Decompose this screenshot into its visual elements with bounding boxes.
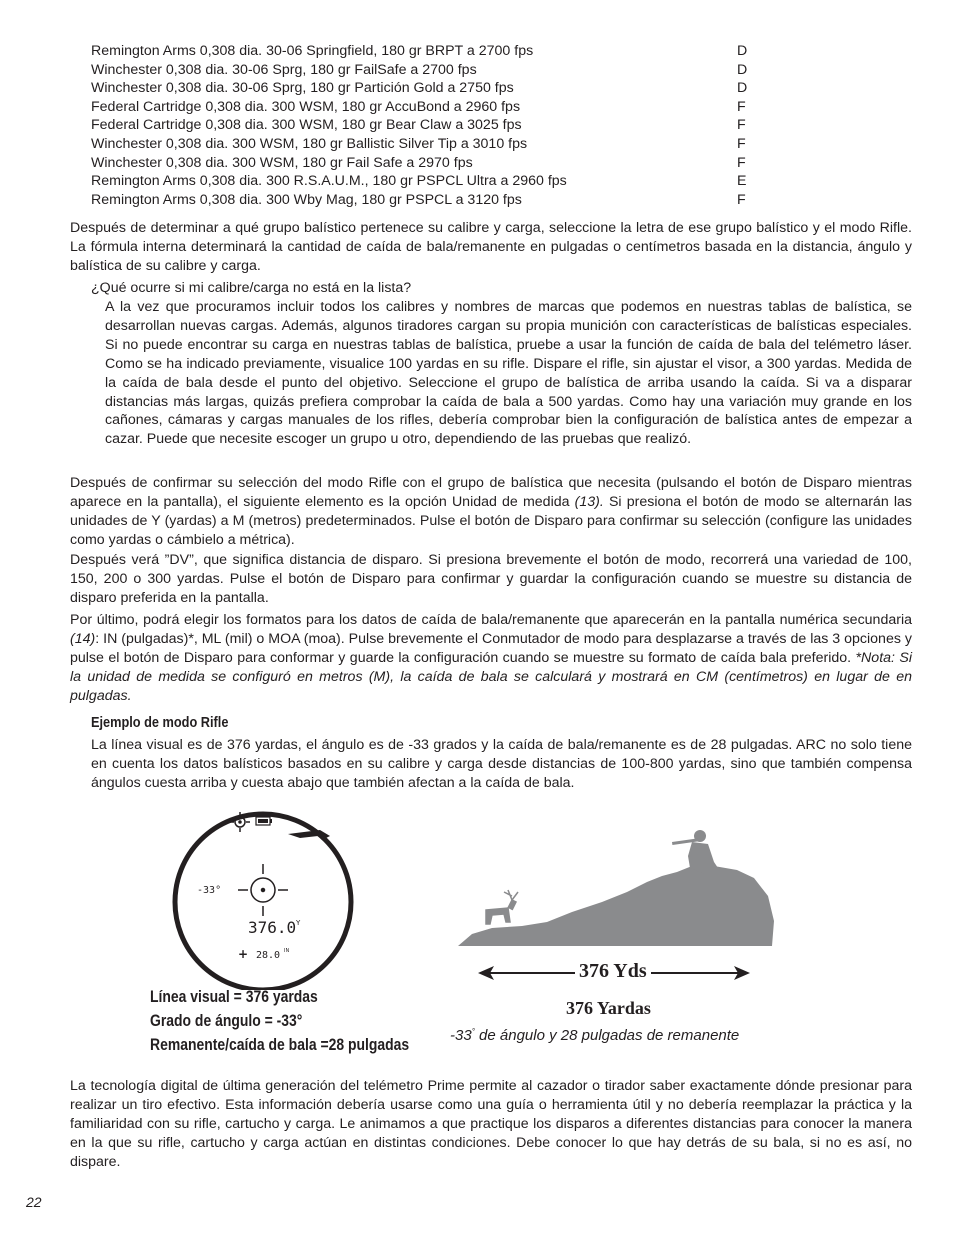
legend-holdover: Remanente/caída de bala =28 pulgadas	[150, 1035, 410, 1054]
terrain-illustration	[452, 826, 776, 948]
faq-answer: A la vez que procuramos incluir todos los calibres y nombres de marcas que podemos en nuestras tablas de balística, se desarrollan nuevas cargas. Además, algunos tiradores cargan su propia munición con características de balísticas especiales. Si no puede encontrar su carga en nuestras tablas de balística, pruebe a usar la función de caída de bala del telémetro láser. Como se ha indicado previamente, visualice 100 yardas en su rifle. Dispare el rifle, sin ajustar el visor, a 300 yardas. Medida de la caída de bala desde el punto del objetivo. Seleccione el grupo de balística de arriba usando la caída. Si va a disparar distancias más largas, quizás prefiera comprobar la caída de bala a 500 yardas. Como hay una variación muy grande en los cañones, cámaras y cargas manuales de los rifles, debería comprobar bien la configuración de balística antes de empezar a cazar. Puede que necesite escoger un grupo u otro, dependiendo de las pruebas que realizó.	[105, 299, 912, 448]
dv-paragraph: Después verá ”DV”, que significa distancia de disparo. Si presiona brevemente el botón de modo, recorrerá una variedad de 100, 150, 200 o 300 yardas. Pulse el botón de Disparo para confirmar y guardar la configuración cuando se muestre su distancia de disparo preferida en la pantalla.	[70, 552, 912, 606]
final-paragraph: La tecnología digital de última generación del telémetro Prime permite al cazador o tirador saber exactamente dónde presionar para realizar un tiro efectivo. Esta información debería usarse como una guía o herramienta útil y no debería reemplazar la práctica y la familiaridad con su rifle, cartucho y carga. Le animamos a que practique los disparos a diferentes distancias para conocer la manera en la que su rifle, cartucho y carga actúan en distintas condiciones. Debe conocer lo que hay detrás de su bala, si no es así, no dispare.	[70, 1078, 912, 1170]
scope-holdover-sign: +	[238, 947, 249, 961]
ammo-row: Winchester 0,308 dia. 300 WSM, 180 gr Fail Safe a 2970 fps F	[91, 154, 746, 171]
example-text: La línea visual es de 376 yardas, el ángulo es de -33 grados y la caída de bala/remanente es de 28 pulgadas. ARC no solo tiene en cuenta los datos balísticos basados en su calibre y carga desde distancias de 100-800 yardas, sino que también compensa ángulos cuesta arriba y cuesta abajo que también afectan a la caída de bala.	[91, 737, 912, 791]
format-paragraph: Por último, podrá elegir los formatos para los datos de caída de bala/remanente que aparecerán en la pantalla numérica secundaria (14): IN (pulgadas)*, ML (mil) o MOA (moa). Pulse brevemente el Conmutador de modo para desplazarse a través de las 3 opciones y pulse el botón de Disparo para conformar y guarde la configuración cuando se muestre su formato de caída bala preferido. *Nota: Si la unidad de medida se configuró en metros (M), la caída de bala se calculará y mostrará en CM (centímetros) en lugar de en pulgadas.	[70, 612, 912, 704]
yard-caption: 376 Yardas	[566, 998, 651, 1018]
scope-holdover-unit: IN	[284, 948, 290, 954]
ammo-row: Federal Cartridge 0,308 dia. 300 WSM, 180 gr AccuBond a 2960 fps F	[91, 98, 746, 115]
faq-question: ¿Qué ocurre si mi calibre/carga no está en la lista?	[91, 280, 412, 296]
elk-icon	[486, 890, 518, 924]
ammo-row: Winchester 0,308 dia. 30-06 Sprg, 180 gr FailSafe a 2700 fps D	[91, 61, 748, 78]
legend-angle: Grado de ángulo = -33°	[150, 1011, 303, 1030]
scope-illustration	[170, 800, 355, 990]
angle-caption: -33° de ángulo y 28 pulgadas de remanente	[450, 1027, 740, 1044]
unit-paragraph: Después de confirmar su selección del modo Rifle con el grupo de balística que necesita (pulsando el botón de Disparo mientras aparece en la pantalla), el siguiente elemento es la opción Unidad de medida (13). Si presiona el botón de modo se alternarán las unidades de Y (yardas) a M (metros) predeterminados. Pulse el botón de Disparo para confirmar su selección (configure las unidades como yardas o cámbielo a métrica).	[70, 475, 912, 548]
ammo-row: Remington Arms 0,308 dia. 300 Wby Mag, 180 gr PSPCL a 3120 fps F	[91, 191, 746, 208]
ammo-table	[91, 42, 751, 209]
ammo-row: Remington Arms 0,308 dia. 300 R.S.A.U.M., 180 gr PSPCL Ultra a 2960 fps E	[91, 173, 747, 190]
ammo-row: Federal Cartridge 0,308 dia. 300 WSM, 180 gr Bear Claw a 3025 fps F	[91, 117, 746, 134]
hunter-icon	[672, 830, 722, 874]
scope-distance: 376.0	[248, 918, 297, 937]
example-heading: Ejemplo de modo Rifle	[91, 714, 229, 731]
ammo-row: Remington Arms 0,308 dia. 30-06 Springfield, 180 gr BRPT a 2700 fps D	[91, 43, 748, 59]
ammo-row: Winchester 0,308 dia. 300 WSM, 180 gr Ballistic Silver Tip a 3010 fps F	[91, 135, 746, 152]
page-number: 22	[26, 1194, 42, 1210]
intro-paragraph: Después de determinar a qué grupo balístico pertenece su calibre y carga, seleccione la letra de ese grupo balístico y el modo Rifle. La fórmula interna determinará la cantidad de caída de bala/remanente en pulgadas o centímetros basada en la distancia, ángulo y balística de su calibre y carga.	[70, 220, 912, 274]
scope-distance-unit: Y	[296, 919, 301, 927]
ammo-row: Winchester 0,308 dia. 30-06 Sprg, 180 gr Partición Gold a 2750 fps D	[91, 80, 748, 97]
scope-angle: -33°	[197, 885, 222, 896]
scope-holdover: 28.0	[256, 950, 281, 961]
arrow-label: 376 Yds	[575, 960, 651, 983]
legend-line-of-sight: Línea visual = 376 yardas	[150, 987, 318, 1006]
example-legend	[150, 985, 409, 1057]
